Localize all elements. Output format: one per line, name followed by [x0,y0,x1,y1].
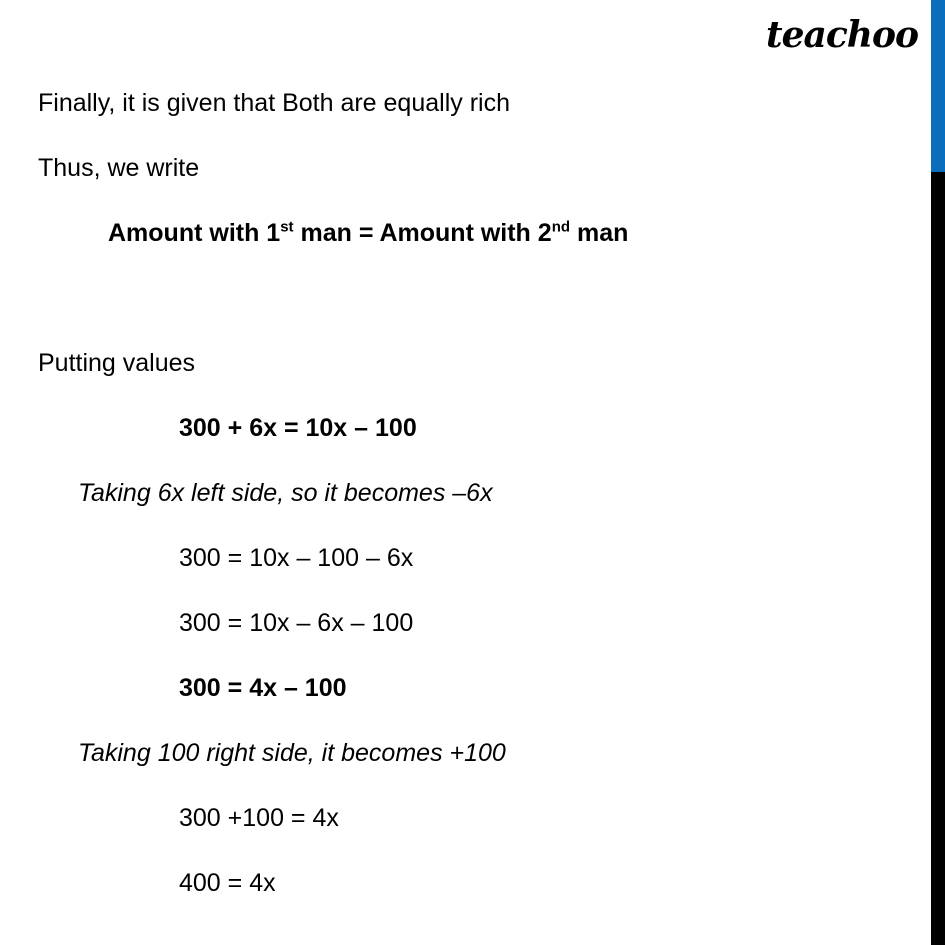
explanation-line: Taking 100 right side, it becomes +100 [78,739,506,767]
text-line: Putting values [38,349,196,377]
equation-line: 300 +100 = 4x [179,804,339,832]
text-line: Finally, it is given that Both are equally rich [38,89,510,117]
eq-part: Amount with 1 [108,219,281,247]
equation-line: 300 = 10x – 100 – 6x [179,544,414,572]
equation-line: 300 + 6x = 10x – 100 [179,414,417,442]
accent-bar-lower [931,172,945,945]
equation-line: 300 = 10x – 6x – 100 [179,609,414,637]
teachoo-logo: teachoo [766,14,918,56]
eq-part: man [570,219,629,247]
eq-part: man = Amount with 2 [293,219,552,247]
eq-sup: st [280,218,294,236]
accent-bar [931,0,945,172]
key-equation [108,218,628,248]
explanation-line: Taking 6x left side, so it becomes –6x [78,479,493,507]
equation-line: 400 = 4x [179,869,276,897]
text-line: Thus, we write [38,154,200,182]
equation-line: 300 = 4x – 100 [179,674,347,702]
eq-sup: nd [551,218,571,236]
